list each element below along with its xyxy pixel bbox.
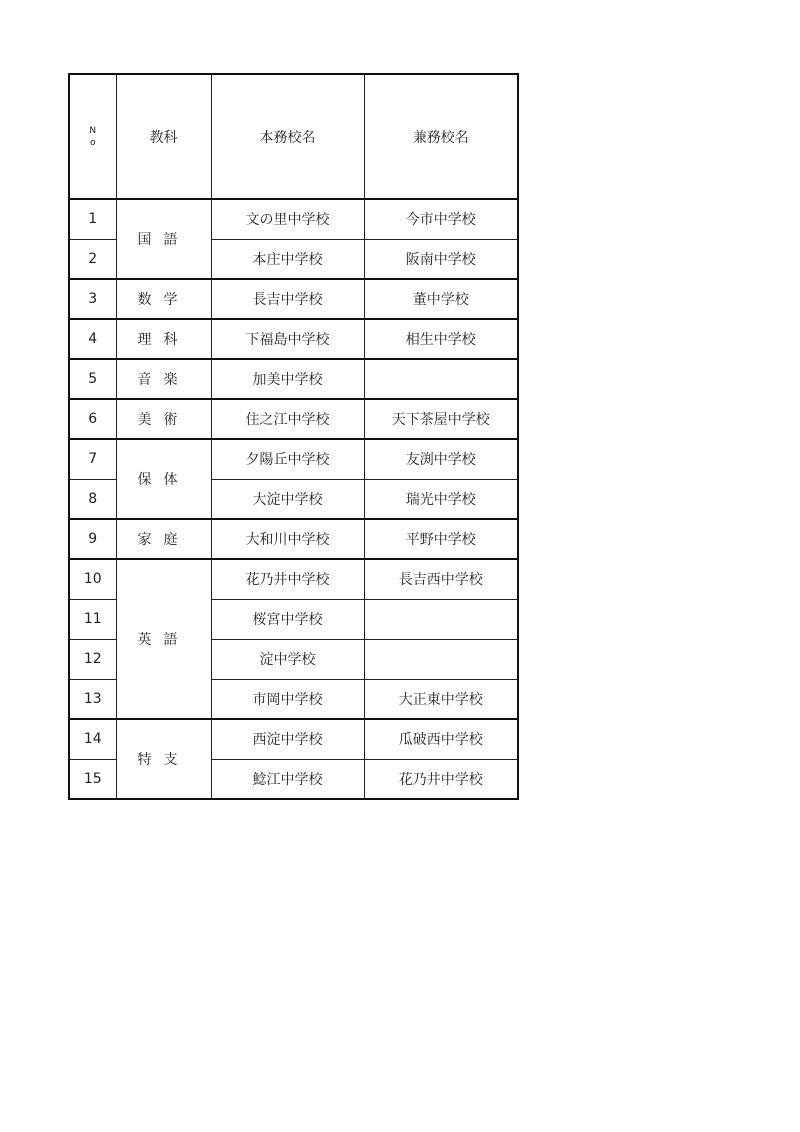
subject-cell: 理科 [116,319,211,359]
main-school-cell: 加美中学校 [211,359,364,399]
row-no: 4 [69,319,116,359]
table-row [69,439,518,479]
table-row [69,319,518,359]
header-subject: 教科 [116,74,211,199]
sub-school-cell: 友渕中学校 [364,439,518,479]
sub-school-cell: 阪南中学校 [364,239,518,279]
subject-cell: 英語 [116,559,211,719]
sub-school-cell: 花乃井中学校 [364,759,518,799]
sub-school-cell: 相生中学校 [364,319,518,359]
table-row [69,719,518,759]
main-school-cell: 長吉中学校 [211,279,364,319]
sub-school-cell: 瓜破西中学校 [364,719,518,759]
header-no [69,74,116,199]
row-no: 11 [69,599,116,639]
table-row [69,559,518,599]
row-no: 5 [69,359,116,399]
sub-school-cell: 大正東中学校 [364,679,518,719]
row-no: 15 [69,759,116,799]
sub-school-cell: 天下茶屋中学校 [364,399,518,439]
sub-school-cell: 長吉西中学校 [364,559,518,599]
sub-school-cell: 平野中学校 [364,519,518,559]
subject-cell: 数学 [116,279,211,319]
main-school-cell: 住之江中学校 [211,399,364,439]
main-school-cell: 鯰江中学校 [211,759,364,799]
subject-cell: 保体 [116,439,211,519]
sub-school-cell [364,599,518,639]
main-school-cell: 淀中学校 [211,639,364,679]
sub-school-cell: 今市中学校 [364,199,518,239]
table-row [69,199,518,239]
subject-cell: 家庭 [116,519,211,559]
row-no: 1 [69,199,116,239]
main-school-cell: 大和川中学校 [211,519,364,559]
row-no: 7 [69,439,116,479]
header-main-school: 本務校名 [211,74,364,199]
main-school-cell: 大淀中学校 [211,479,364,519]
main-school-cell: 花乃井中学校 [211,559,364,599]
table-row [69,399,518,439]
subject-cell: 音楽 [116,359,211,399]
subject-cell: 特支 [116,719,211,799]
main-school-cell: 文の里中学校 [211,199,364,239]
main-school-cell: 市岡中学校 [211,679,364,719]
row-no: 6 [69,399,116,439]
header-sub-school: 兼務校名 [364,74,518,199]
main-school-cell: 本庄中学校 [211,239,364,279]
table-row [69,279,518,319]
sub-school-cell [364,359,518,399]
main-school-cell: 桜宮中学校 [211,599,364,639]
row-no: 9 [69,519,116,559]
main-school-cell: 西淀中学校 [211,719,364,759]
row-no: 3 [69,279,116,319]
subject-cell: 国語 [116,199,211,279]
row-no: 12 [69,639,116,679]
header-no-line1: N [89,125,97,136]
row-no: 14 [69,719,116,759]
main-school-cell: 下福島中学校 [211,319,364,359]
table-row [69,359,518,399]
sub-school-cell: 瑞光中学校 [364,479,518,519]
sub-school-cell: 董中学校 [364,279,518,319]
row-no: 8 [69,479,116,519]
row-no: 2 [69,239,116,279]
sub-school-cell [364,639,518,679]
assignment-table [68,73,519,800]
main-school-cell: 夕陽丘中学校 [211,439,364,479]
subject-cell: 美術 [116,399,211,439]
row-no: 13 [69,679,116,719]
table-row [69,519,518,559]
header-row [69,74,518,199]
row-no: 10 [69,559,116,599]
header-no-line2: o [89,137,96,148]
